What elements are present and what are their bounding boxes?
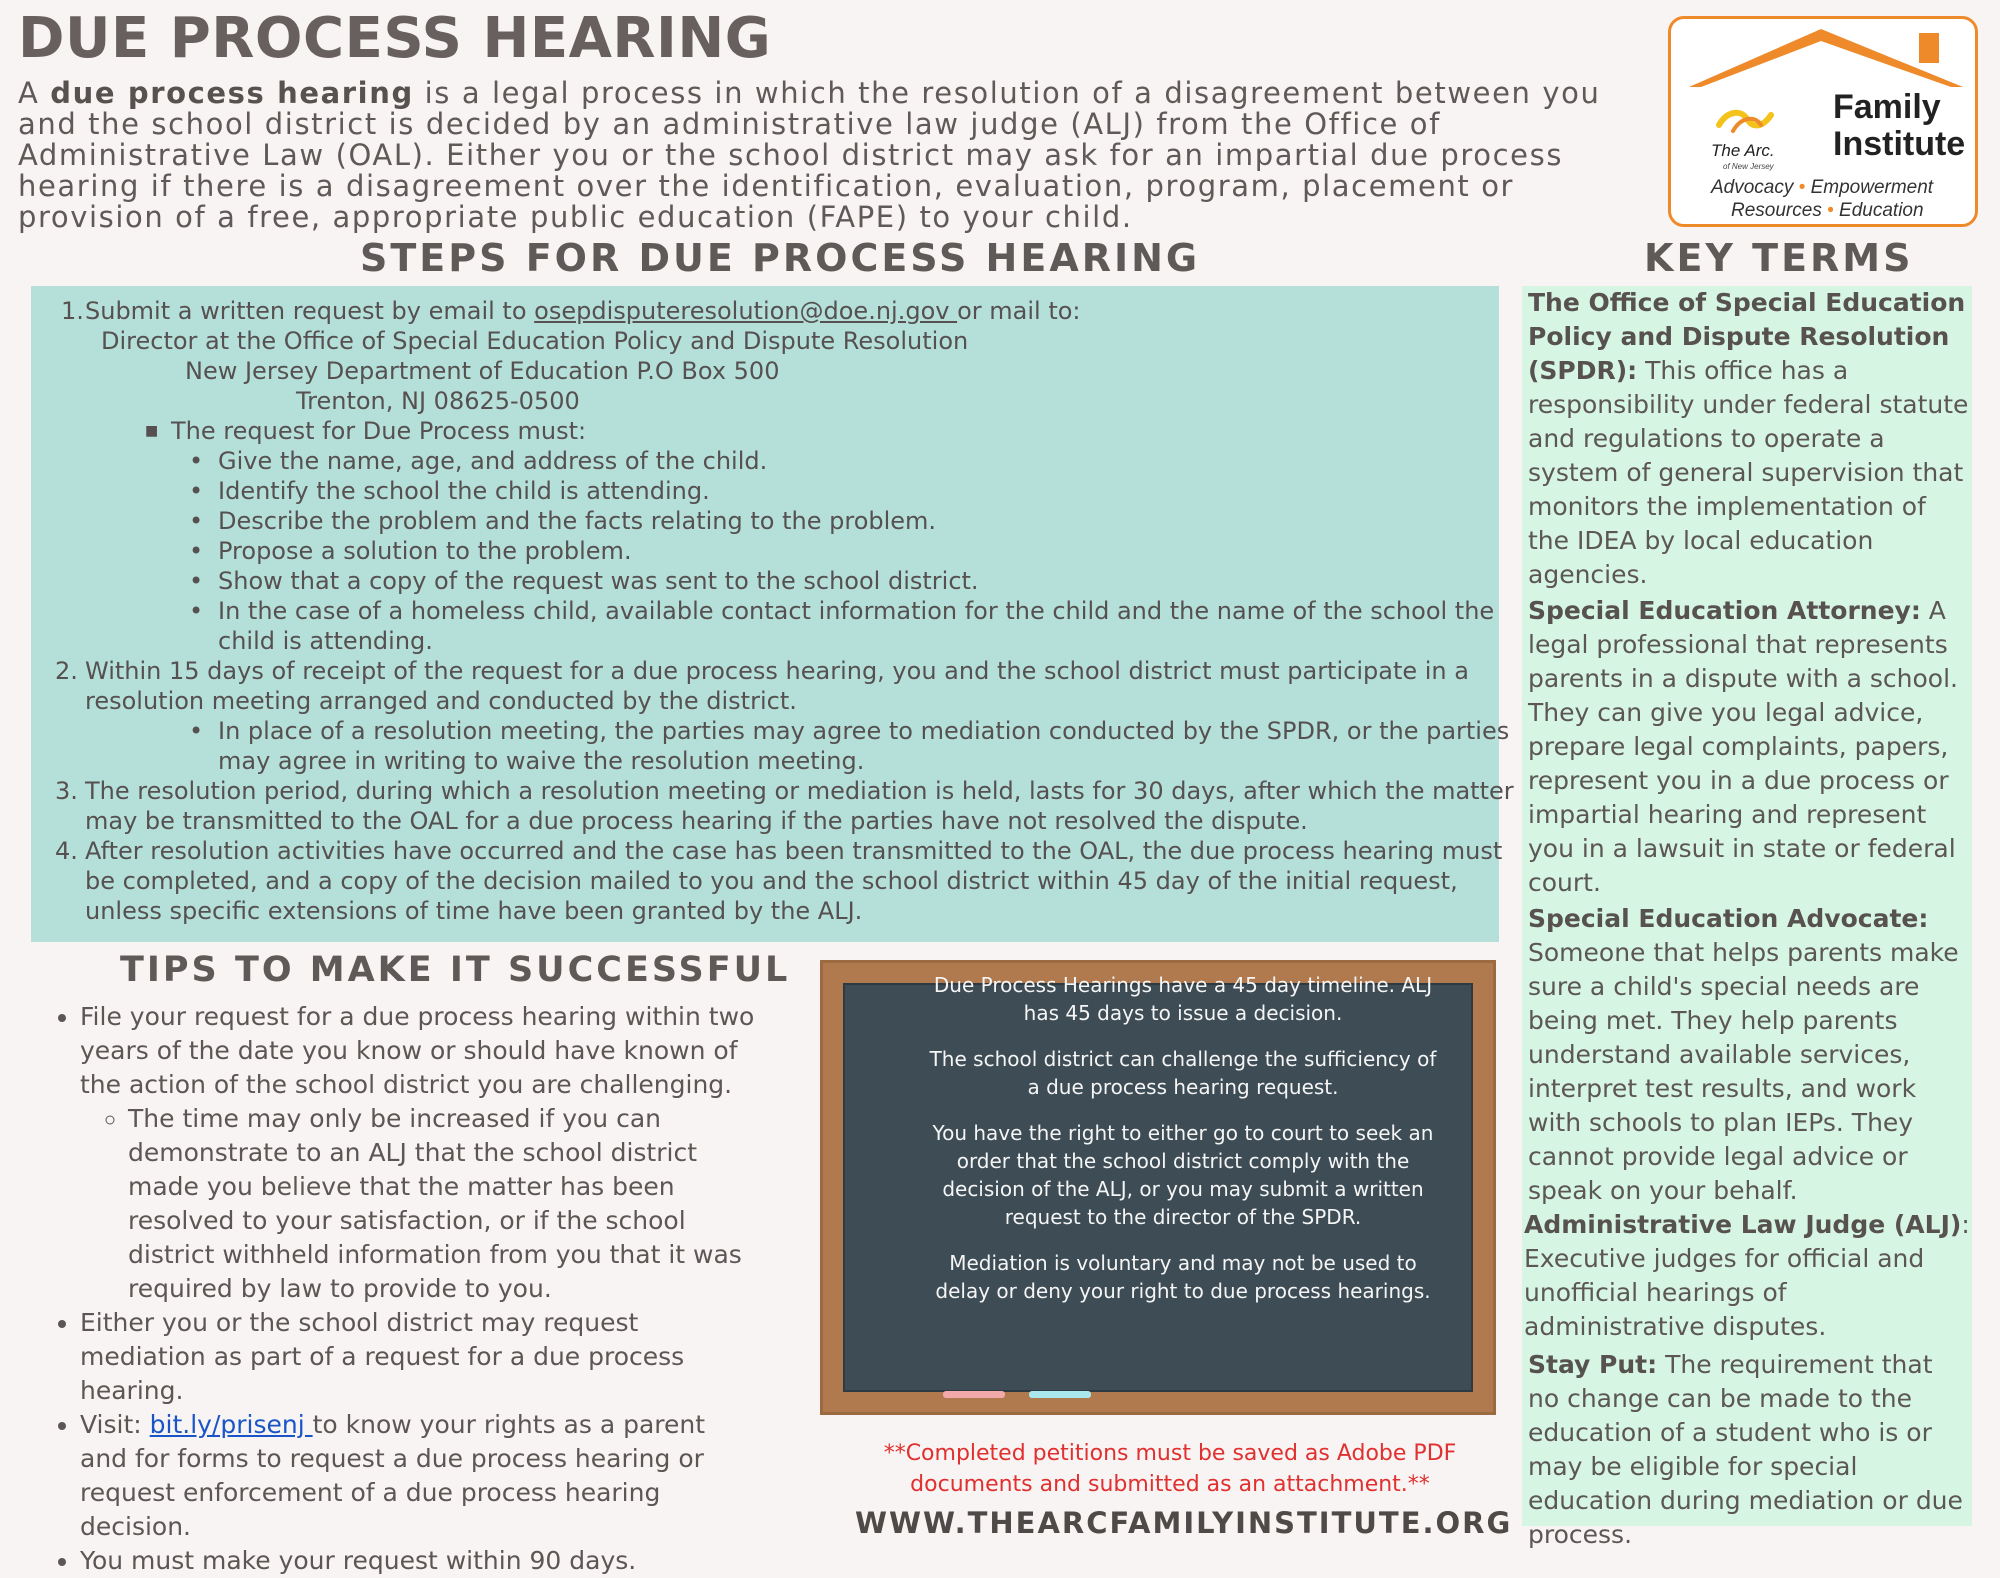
- logo-tagline-1: Advocacy • Empowerment: [1711, 177, 1934, 198]
- tip-sub-item: ◦ The time may only be increased if you can demonstrate to an ALJ that the school district made you believe that the matter has been resolved to your satisfaction, or if the school district withheld information from you that it was required by law to provide to you.: [128, 1102, 760, 1306]
- logo-tagline-2: Resources • Education: [1731, 200, 1924, 221]
- chalkboard-surface: [843, 973, 1473, 1392]
- intro-lead: A: [18, 76, 51, 110]
- step-2-sub: In place of a resolution meeting, the parties may agree to mediation conducted by the SPDR, or the parties: [218, 717, 1510, 745]
- step-1-text: Submit a written request by email to osepdisputeresolution@doe.nj.gov or mail to:: [85, 297, 1081, 325]
- bullet-icon: •: [189, 717, 204, 745]
- pink-chalk: [943, 1391, 1005, 1398]
- board-note: Due Process Hearings have a 45 day timeline. ALJ has 45 days to issue a decision.: [933, 973, 1433, 1025]
- steps-panel: [31, 286, 1514, 942]
- bullet-icon: •: [189, 597, 204, 625]
- intro-paragraph: [18, 78, 1668, 233]
- step-number: 3.: [55, 777, 78, 805]
- step-2-line: resolution meeting arranged and conducted by the district.: [85, 687, 797, 715]
- board-note: The school district can challenge the sufficiency of a due process hearing request.: [929, 1047, 1437, 1099]
- board-note: Mediation is voluntary and may not be used to delay or deny your right to due process hearings.: [935, 1251, 1431, 1303]
- requirement-item: Propose a solution to the problem.: [218, 537, 632, 565]
- blue-chalk: [1029, 1391, 1091, 1398]
- prisenj-link[interactable]: bit.ly/prisenj: [149, 1410, 313, 1439]
- requirement-item: In the case of a homeless child, available contact information for the child and the name of the school the: [218, 597, 1495, 625]
- square-bullet-icon: ■: [145, 423, 159, 439]
- pdf-note: **Completed petitions must be saved as Adobe PDF documents and submitted as an attachment.**: [883, 1441, 1457, 1497]
- tip-item: • Either you or the school district may request mediation as part of a request for a due process hearing.: [80, 1306, 760, 1408]
- tip-item: • You must make your request within 90 days.: [80, 1544, 760, 1578]
- chalkboard: [820, 960, 1496, 1415]
- key-term-advocate: Special Education Advocate: Someone that helps parents make sure a child's special needs are being met. They help parents understand available services, interpret test results, and work with schools to plan IEPs. They cannot provide legal advice or speak on your behalf.: [1528, 904, 1959, 1205]
- step-2-line: Within 15 days of receipt of the request for a due process hearing, you and the school district must participate in a: [85, 657, 1469, 685]
- requirement-item-cont: child is attending.: [218, 627, 433, 655]
- step-2-sub: may agree in writing to waive the resolution meeting.: [218, 747, 865, 775]
- step-number: 2.: [55, 657, 78, 685]
- page-title: DUE PROCESS HEARING: [18, 6, 772, 71]
- key-terms-heading: KEY TERMS: [1644, 236, 1914, 280]
- bullet-icon: •: [189, 567, 204, 595]
- step-3-line: The resolution period, during which a resolution meeting or mediation is held, lasts for 30 days, after which the matter: [85, 777, 1514, 805]
- address-line-2: New Jersey Department of Education P.O Box 500: [185, 357, 780, 385]
- steps-heading: STEPS FOR DUE PROCESS HEARING: [360, 236, 1201, 280]
- step-4-line: unless specific extensions of time have been granted by the ALJ.: [85, 897, 863, 925]
- step-number: 1.: [61, 297, 84, 325]
- address-line-3: Trenton, NJ 08625-0500: [296, 387, 580, 415]
- tips-heading: TIPS TO MAKE IT SUCCESSFUL: [120, 950, 791, 990]
- step-number: 4.: [55, 837, 78, 865]
- request-must-text: The request for Due Process must:: [171, 417, 587, 445]
- step-3-line: may be transmitted to the OAL for a due process hearing if the parties have not resolved the dispute.: [85, 807, 1308, 835]
- requirement-item: Show that a copy of the request was sent to the school district.: [218, 567, 979, 595]
- intro-rest: is a legal process in which the resolution of a disagreement between you and the school district is decided by an administrative law judge (ALJ) from the Office of Administrative Law (OAL). Either you or the school district may ask for an impartial due process hearing if there is a disagreement over the identification, evaluation, program, placement or provision of a free, appropriate public education (FAPE) to your child.: [18, 76, 1601, 234]
- requirement-item: Describe the problem and the facts relating to the problem.: [218, 507, 937, 535]
- key-term-attorney: Special Education Attorney: A legal professional that represents parents in a dispute with a school. They can give you legal advice, prepare legal complaints, papers, represent you in a due process or impartial hearing and represent you in a lawsuit in state or federal court.: [1528, 596, 1958, 897]
- tips-list: [40, 1000, 760, 1578]
- logo-org-name: Family Institute: [1833, 88, 1966, 163]
- bullet-icon: •: [189, 447, 204, 475]
- bullet-icon: •: [189, 507, 204, 535]
- key-terms-panel: [1522, 286, 1972, 1549]
- step-4-line: be completed, and a copy of the decision mailed to you and the school district within 45 day of the initial request,: [85, 867, 1458, 895]
- key-term-alj: Administrative Law Judge (ALJ): Executive judges for official and unofficial hearings of administrative disputes.: [1524, 1210, 1970, 1341]
- bullet-icon: •: [189, 477, 204, 505]
- key-term-spdr: The Office of Special Education Policy and Dispute Resolution (SPDR): This office has a responsibility under federal statute and regulations to operate a system of general supervision that monitors the implementation of the IDEA by local education agencies.: [1528, 288, 1969, 589]
- key-term-stay-put: Stay Put: The requirement that no change can be made to the education of a student who is or may be eligible for special education during mediation or due process.: [1528, 1350, 1963, 1549]
- board-note: You have the right to either go to court to seek an order that the school district comply with the decision of the ALJ, or you may submit a written request to the director of the SPDR.: [932, 1121, 1434, 1229]
- requirement-item: Give the name, age, and address of the child.: [218, 447, 768, 475]
- family-institute-logo: [1668, 16, 1978, 227]
- requirement-item: Identify the school the child is attending.: [218, 477, 710, 505]
- tip-item: • File your request for a due process hearing within two years of the date you know or should have known of the action of the school district you are challenging. ◦ The time may only be increased if you can demonstrate to an ALJ that the school district made you believe that the matter has been resolved to your satisfaction, or if the school district withheld information from you that it was required by law to provide to you.: [80, 1000, 760, 1306]
- logo-arc-text: The Arc.: [1711, 141, 1775, 160]
- email-link[interactable]: osepdisputeresolution@doe.nj.gov: [534, 297, 958, 325]
- tip-item: • Visit: bit.ly/prisenj to know your rights as a parent and for forms to request a due process hearing or request enforcement of a due process hearing decision.: [80, 1408, 760, 1544]
- website-url[interactable]: WWW.THEARCFAMILYINSTITUTE.ORG: [855, 1506, 1513, 1540]
- step-4-line: After resolution activities have occurred and the case has been transmitted to the OAL, the due process hearing must: [85, 837, 1503, 865]
- address-line-1: Director at the Office of Special Education Policy and Dispute Resolution: [101, 327, 969, 355]
- intro-bold-term: due process hearing: [50, 76, 414, 110]
- logo-nj-text: of New Jersey: [1723, 162, 1774, 171]
- bullet-icon: •: [189, 537, 204, 565]
